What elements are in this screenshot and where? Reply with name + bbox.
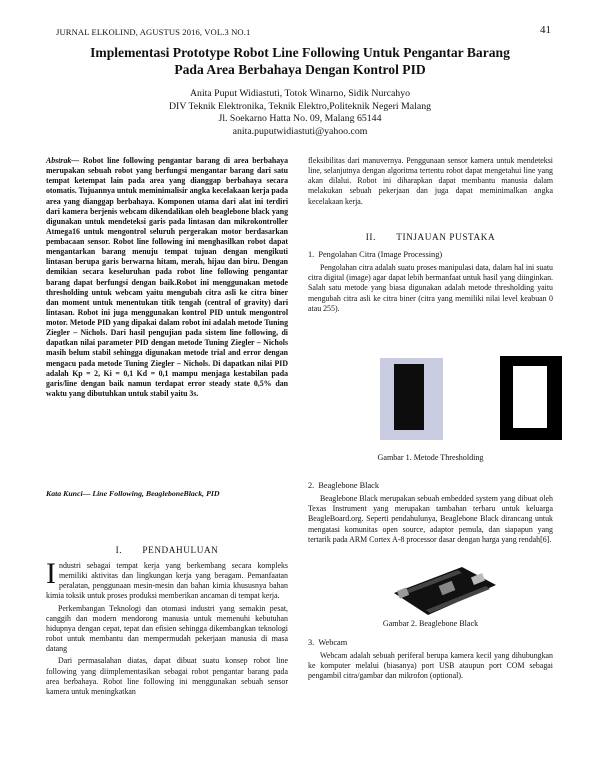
author-email: anita.puputwidiastuti@yahoo.com bbox=[232, 125, 368, 137]
page-number: 41 bbox=[540, 24, 551, 36]
figure-binary-image bbox=[500, 356, 562, 440]
beaglebone-svg bbox=[390, 563, 498, 618]
figure-2-caption: Gambar 2. Beaglebone Black bbox=[382, 619, 479, 628]
keywords: Kata Kunci— Line Following, BeagleboneBlack, PID bbox=[46, 489, 220, 498]
intro-text bbox=[46, 557, 288, 699]
binary-image-svg bbox=[500, 356, 562, 440]
intro-paragraph-1 bbox=[46, 557, 288, 602]
abstract-text: — Robot line following pengantar barang di area berbahaya merupakan sebuah robot yang berfungsi mengantar barang dari satu tempat ketempat lain pada area yang dianggap berbahaya secara otomatis. Tujuannya untuk meminimalisir angka kecelakaan kerja pada area yang dianggap berbahaya. Komponen utama dari alat ini terdiri dari kamera berjenis webcam dikendalikan oleh beaglebone black yang digunakan untuk mendeteksi garis pada lintasan dan mikrokontroller Atmega16 untuk mengontrol seluruh pergerakan motor berdasarkan pembacaan sensor. Robot line following ini menghasilkan robot dapat mengantarkan barang menuju tempat tujuan dengan mengikuti lintasan berupa garis berwarna hitam, merah, hijau dan biru. Dengan demikian secara keseluruhan pada robot line following pengantar barang dapat berfungsi dengan baik.Robot ini menggunakan metode thresholding untuk webcam yaitu mengubah citra asli ke citra biner dan moment untuk menentukan titik tengah (central of gravity) dari lintasan. Robot ini juga menggunakan kontrol PID untuk mengontrol motor. Metode PID yang dipakai dalam robot ini adalah metode Tuning Ziegler – Nichols. Dari hasil pengujian pada sistem line following, di dapatkan nilai parameter PID dengan metode Tuning Ziegler – Nichols masih belum stabil sehingga digunakan metode trial and error dengan mengacu pada metode Tuning Ziegler – Nichols. Di dapatkan nilai PID adalah Kp = 2, Ki = 0,1 Kd = 0,1 mampu menjaga kestabilan pada garis/line dengan baik namun terdapat error steady state 0,5% dan waktu yang dibutuhkan untuk stabil yaitu 3s. bbox=[46, 156, 288, 398]
abstract-label: Abstrak bbox=[46, 156, 72, 165]
author-affiliation: DIV Teknik Elektronika, Teknik Elektro,Politeknik Negeri Malang bbox=[168, 100, 431, 112]
author-names: Anita Puput Widiastuti, Totok Winarno, Sidik Nurcahyo bbox=[189, 88, 411, 99]
title-line-2: Pada Area Berbahaya Dengan Kontrol PID bbox=[174, 62, 426, 77]
original-black-object bbox=[394, 364, 424, 430]
figure-beaglebone-board bbox=[390, 563, 498, 618]
section-heading-pendahuluan: I. PENDAHULUAN bbox=[115, 545, 219, 555]
image-processing-section bbox=[308, 247, 553, 316]
author-address: Jl. Soekarno Hatta No. 09, Malang 65144 bbox=[218, 113, 382, 124]
webcam-paragraph: Webcam adalah sebuah periferal berupa kamera kecil yang dihubungkan ke komputer melalui (biasanya) port USB ataupun port COM sebagai pengambil citra/gambar dan mikrofon (optional). bbox=[308, 651, 553, 681]
image-processing-paragraph: Pengolahan citra adalah suatu proses manipulasi data, dalam hal ini suatu citra digital (image) agar dapat lebih bermanfaat untuk hasil yang diinginkan. Salah satu metode yang biasa digunakan adalah metode thresholding yaitu mengubah citra asli ke citra biner (citra yang memiliki nilai level keabuan 0 atau 255). bbox=[308, 263, 553, 313]
intro-paragraph-2: Perkembangan Teknologi dan otomasi industri yang semakin pesat, canggih dan modern mendorong manusia untuk memenuhi kebutuhan hidupnya dengan cepat, tepat dan efisien sehingga dikembangkan teknologi robot untuk membantu dan mempermudah pekerjaan manusia di masa datang bbox=[46, 603, 288, 654]
author-block bbox=[40, 88, 560, 138]
intro-paragraph-3: Dari permasalahan diatas, dapat dibuat suatu konsep robot line following yang diimplementasikan sebagai robot pengantar barang pada area berbahaya. Robot line following ini menggunakan sebuah sensor kamera untuk meningkatkan bbox=[46, 656, 288, 696]
abstract bbox=[46, 156, 288, 399]
subsection-webcam: 3. Webcam bbox=[308, 638, 348, 647]
binary-white-object bbox=[513, 366, 547, 428]
section-heading-tinjauan: II. TINJAUAN PUSTAKA bbox=[365, 232, 496, 242]
original-image-svg bbox=[380, 358, 443, 440]
beaglebone-paragraph: Beaglebone Black merupakan sebuah embedded system yang dibuat oleh Texas Instrument yang merupakan tambahan terbaru untuk keluarga BeagleBoard.org. Seperti pendahulunya, Beaglebone Black dirancang untuk mengatasi komunitas open source, adaptor pemula, dan siapapun yang tertarik pada ARM Cortex A-8 processor dasar dengan harga yang rendah[6]. bbox=[308, 494, 553, 544]
intro-paragraph-1-text: ndustri sebagai tempat kerja yang berkembang secara kompleks memiliki aktivitas dan lingkungan kerja yang beragam. Pemanfaatan peralatan, penggunaan mesin-mesin dan bahan kimia khususnya bahan kimia toksik untuk proses produksi memberikan ancaman di tempat kerja. bbox=[46, 561, 288, 601]
figure-1-caption: Gambar 1. Metode Thresholding bbox=[377, 453, 484, 462]
right-paragraph-0: fleksibilitas dari manuvernya. Penggunaan sensor kamera untuk mendeteksi line, selanjutnya dengan algoritma tertentu robot dapat mengetahui line yang akan dilalui. Robot ini diharapkan dapat membantu manusia dalam melakukan sebuah pekerjaan dan juga dapat meminimalkan angka kecelakaan kerja. bbox=[308, 156, 553, 206]
beaglebone-section bbox=[308, 478, 553, 547]
paper-title bbox=[40, 44, 560, 78]
subsection-beaglebone: 2. Beaglebone Black bbox=[308, 481, 379, 490]
journal-header: JURNAL ELKOLIND, AGUSTUS 2016, VOL.3 NO.1 bbox=[56, 27, 251, 37]
drop-cap: I bbox=[46, 557, 56, 590]
title-line-1: Implementasi Prototype Robot Line Following Untuk Pengantar Barang bbox=[90, 45, 510, 60]
right-column-top bbox=[308, 156, 553, 209]
figure-original-image bbox=[380, 358, 443, 440]
subsection-image-processing: 1. Pengolahan Citra (Image Processing) bbox=[308, 250, 443, 259]
webcam-section bbox=[308, 635, 553, 684]
